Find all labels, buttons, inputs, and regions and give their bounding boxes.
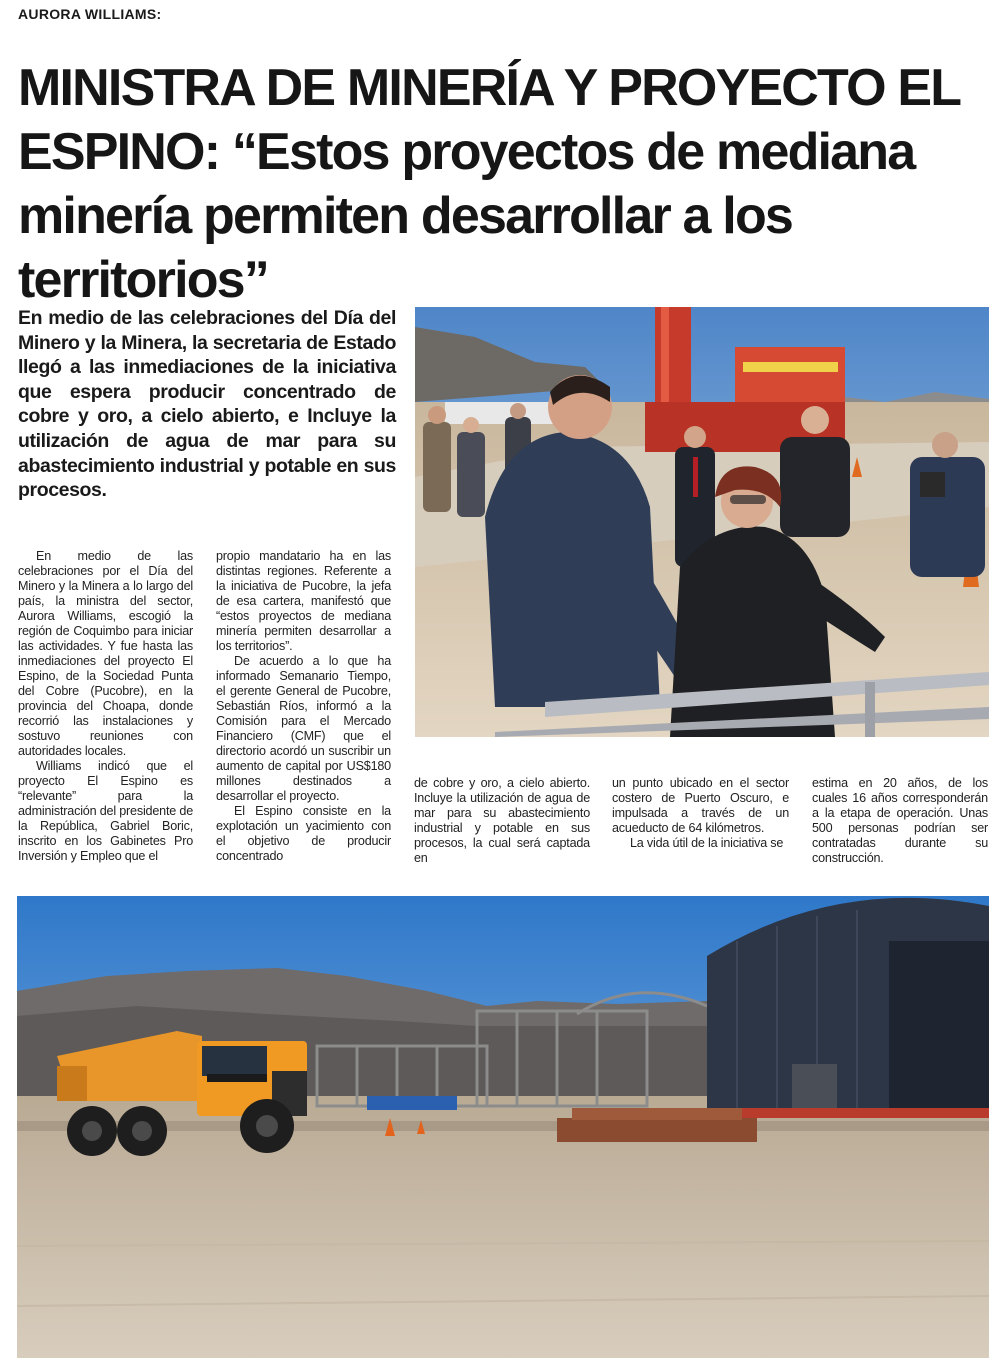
body-paragraph: La vida útil de la iniciativa se [630, 836, 784, 850]
body-paragraph: un punto ubicado en el sector costero de Puerto Oscuro, e impulsada a través de un acueducto de 64 kilómetros. [612, 776, 789, 835]
body-column-3 [414, 776, 590, 866]
body-column-4 [612, 776, 789, 851]
lead-paragraph: En medio de las celebraciones del Día del Minero y la Minera, la secretaria de Estado llegó a las inmediaciones de la iniciativa que espera producir concentrado de cobre y oro, a cielo abierto, e Incluye la utilización de agua de mar para su abastecimiento industrial y potable en sus procesos. [18, 307, 396, 502]
body-paragraph: De acuerdo a lo que ha informado Semanario Tiempo, el gerente General de Pucobre, Sebastián Ríos, informó a la Comisión para el Mercado Financiero (CMF) que el directorio acordó un suscribir un aumento de capital por US$180 millones destinados a desarrollar el proyecto. [216, 654, 391, 803]
body-paragraph: propio mandatario ha en las distintas regiones. Referente a la iniciativa de Pucobre, la jefa de esa cartera, manifestó que “estos proyectos de mediana minería permiten desarrollar a los territorios”. [216, 549, 391, 653]
photo-project-site [17, 896, 989, 1358]
headline: MINISTRA DE MINERÍA Y PROYECTO EL ESPINO: “Estos proyectos de mediana minería permiten desarrollar a los territorios” [18, 59, 960, 309]
body-paragraph: El Espino consiste en la explotación un yacimiento con el objetivo de producir concentrado [216, 804, 391, 863]
body-paragraph: En medio de las celebraciones por el Día del Minero y la Minera a lo largo del país, la ministra del sector, Aurora Williams, escogió la región de Coquimbo para iniciar las actividades. Y fue hasta las inmediaciones del proyecto El Espino, de la Sociedad Punta del Cobre (Pucobre), en la provincia del Choapa, donde recorrió las instalaciones y sostuvo reuniones con autoridades locales. [18, 549, 193, 758]
body-column-1 [18, 549, 193, 864]
body-paragraph: Williams indicó que el proyecto El Espino es “relevante” para la administración del presidente de la República, Gabriel Boric, inscrito en los Gabinetes Pro Inversión y Empleo que el [18, 759, 193, 863]
body-paragraph: estima en 20 años, de los cuales 16 años corresponderán a la etapa de operación. Unas 500 personas podrían ser contratadas durante su construcción. [812, 776, 988, 865]
body-column-2 [216, 549, 391, 864]
body-column-5 [812, 776, 988, 866]
kicker: AURORA WILLIAMS: [18, 6, 162, 22]
body-paragraph: de cobre y oro, a cielo abierto. Incluye la utilización de agua de mar para su abastecimiento industrial y potable en sus procesos, la cual será captada en [414, 776, 590, 865]
photo-site-visit [415, 307, 989, 737]
